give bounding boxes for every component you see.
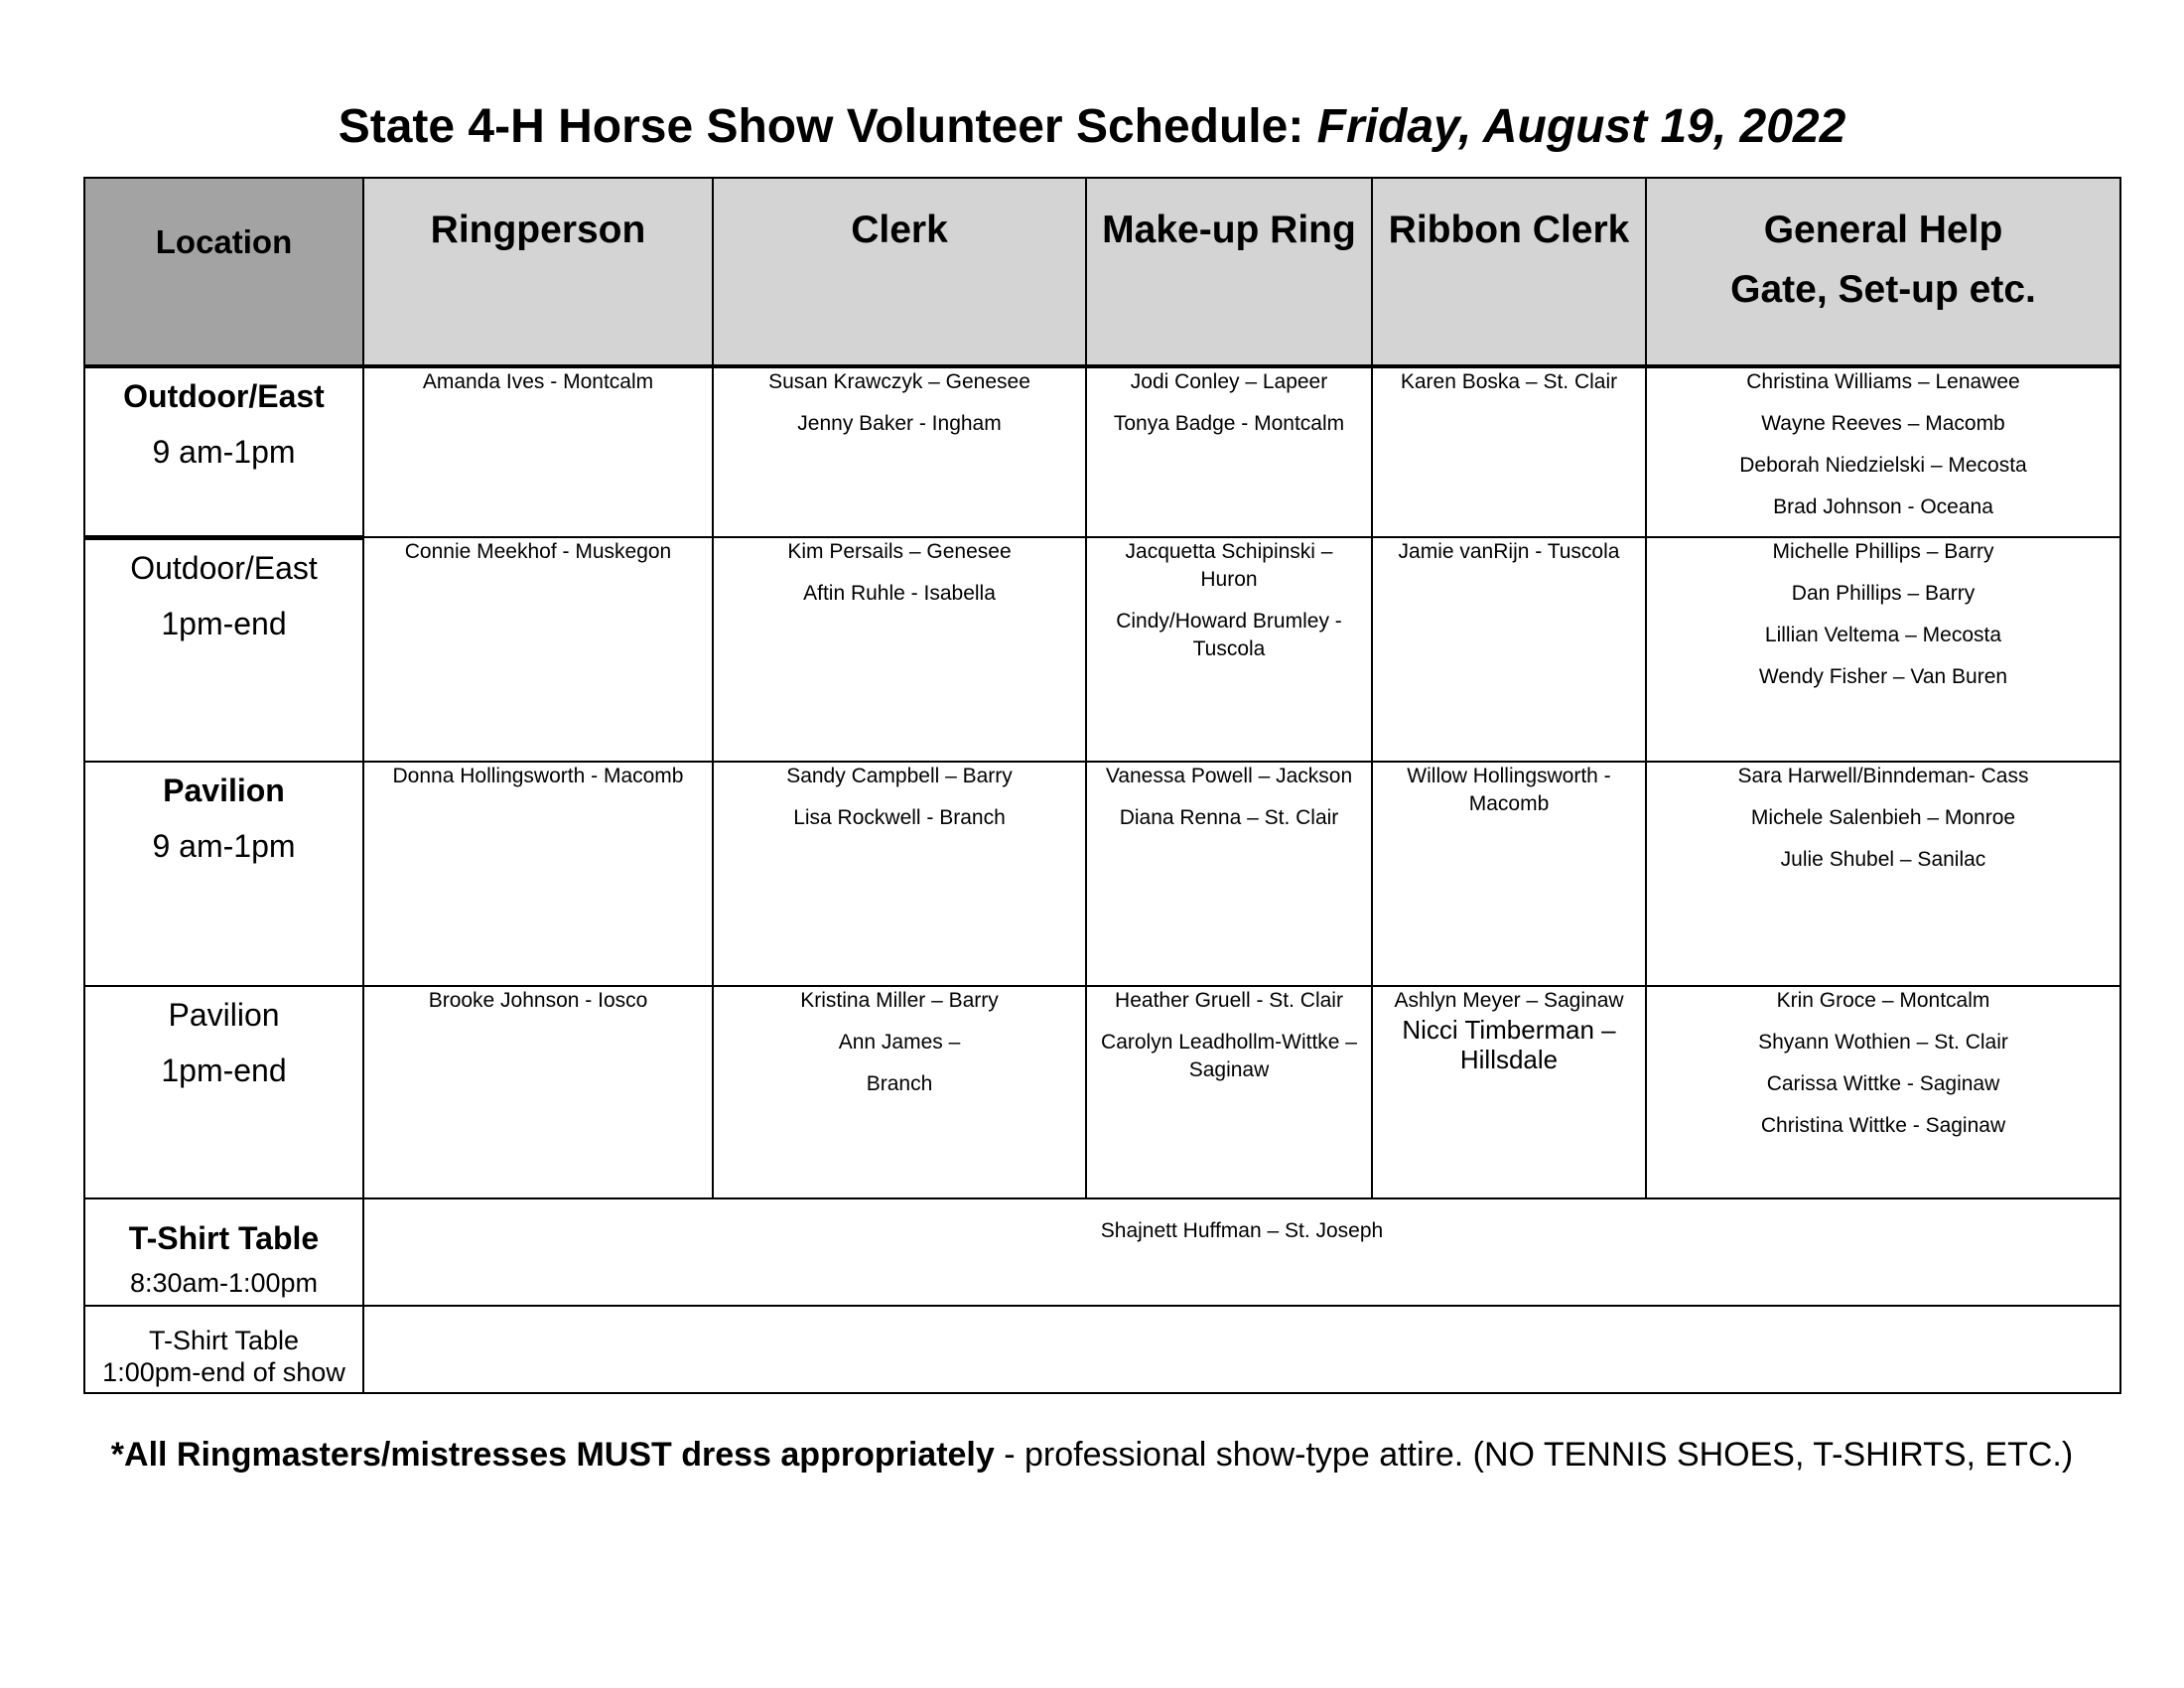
volunteer-name: Wayne Reeves – Macomb [1761,412,2005,435]
volunteer-name: Karen Boska – St. Clair [1400,370,1618,393]
volunteer-name: Nicci Timberman – Hillsdale [1402,1015,1616,1074]
clerk-cell [713,366,1086,537]
ribbon-cell [1372,762,1646,986]
location-time: 1pm-end [161,605,287,641]
volunteer-name: Vanessa Powell – Jackson [1105,765,1353,787]
location-cell [84,986,363,1198]
header-makeup-ring: Make-up Ring [1086,178,1372,366]
general-cell [1646,537,2120,762]
volunteer-name: Amanda Ives - Montcalm [422,370,654,393]
location-time: 9 am-1pm [152,828,296,864]
header-location: Location [84,178,363,366]
tshirt-volunteer-cell [363,1198,2120,1306]
location-time: 1:00pm-end of show [102,1357,345,1387]
ribbon-cell [1372,366,1646,537]
table-row [84,537,2120,762]
volunteer-name: Kristina Miller – Barry [800,989,999,1012]
general-cell [1646,986,2120,1198]
location-name: Outdoor/East [123,378,325,414]
volunteer-name: Connie Meekhof - Muskegon [404,540,672,563]
tshirt2-volunteer-cell [363,1306,2120,1393]
makeup-cell [1086,366,1372,537]
location-name: T-Shirt Table [148,1326,300,1355]
title-date: Friday, August 19, 2022 [1316,100,1846,153]
location-time: 8:30am-1:00pm [129,1268,319,1298]
tshirt-row [84,1198,2120,1306]
volunteer-name: Krin Groce – Montcalm [1776,989,1990,1012]
general-cell [1646,762,2120,986]
ringperson-cell [363,537,713,762]
note-rest: - professional show-type attire. (NO TENNIS SHOES, T-SHIRTS, ETC.) [994,1436,2074,1474]
volunteer-name: Wendy Fisher – Van Buren [1758,665,2008,688]
location-name: T-Shirt Table [128,1220,320,1256]
header-ribbon-clerk: Ribbon Clerk [1372,178,1646,366]
makeup-cell [1086,986,1372,1198]
volunteer-name: Cindy/Howard Brumley - Tuscola [1116,610,1342,660]
volunteer-name: Michelle Phillips – Barry [1772,540,1994,563]
volunteer-name: Susan Krawczyk – Genesee [768,370,1030,393]
header-clerk: Clerk [713,178,1086,366]
volunteer-name: Lisa Rockwell - Branch [793,806,1006,829]
location-name: Outdoor/East [130,549,318,586]
volunteer-name: Ashlyn Meyer – Saginaw [1394,989,1624,1012]
location-time: 1pm-end [161,1053,287,1088]
tshirt2-location-cell [84,1306,363,1393]
location-cell [84,537,363,762]
volunteer-name: Julie Shubel – Sanilac [1780,848,1986,871]
makeup-cell [1086,537,1372,762]
volunteer-name: Sandy Campbell – Barry [786,765,1013,787]
volunteer-name: Jenny Baker - Ingham [797,412,1002,435]
volunteer-name: Carolyn Leadhollm-Wittke – Saginaw [1101,1031,1357,1081]
volunteer-name: Brooke Johnson - Iosco [428,989,648,1012]
header-row [84,178,2120,366]
volunteer-name: Shyann Wothien – St. Clair [1758,1031,2008,1054]
volunteer-name: Diana Renna – St. Clair [1119,806,1339,829]
volunteer-name: Tonya Badge - Montcalm [1113,412,1345,435]
page-title [0,99,2184,154]
volunteer-name: Christina Williams – Lenawee [1746,370,2020,393]
tshirt-row-2 [84,1306,2120,1393]
tshirt-location-cell [84,1198,363,1306]
location-name: Pavilion [163,773,285,808]
clerk-cell [713,762,1086,986]
volunteer-name: Sara Harwell/Binndeman- Cass [1737,765,2029,787]
ringperson-cell [363,366,713,537]
clerk-cell [713,537,1086,762]
volunteer-name: Carissa Wittke - Saginaw [1766,1072,2000,1095]
ringperson-cell [363,762,713,986]
volunteer-name: Jodi Conley – Lapeer [1130,370,1328,393]
volunteer-name: Kim Persails – Genesee [787,540,1012,563]
header-ringperson: Ringperson [363,178,713,366]
volunteer-name: Branch [866,1072,933,1095]
makeup-cell [1086,762,1372,986]
volunteer-name: Heather Gruell - St. Clair [1115,989,1343,1012]
schedule-table [83,177,2121,1394]
table-row [84,366,2120,537]
location-name: Pavilion [168,997,280,1033]
volunteer-name: Shajnett Huffman – St. Joseph [1100,1219,1384,1242]
header-general-help: General Help Gate, Set-up etc. [1646,178,2120,366]
general-cell [1646,366,2120,537]
ringperson-cell [363,986,713,1198]
volunteer-name: Aftin Ruhle - Isabella [803,582,996,605]
ribbon-cell [1372,537,1646,762]
table-row [84,986,2120,1198]
ribbon-cell [1372,986,1646,1198]
volunteer-name: Jacquetta Schipinski – Huron [1125,540,1333,591]
volunteer-name: Michele Salenbieh – Monroe [1750,806,2016,829]
table-row [84,762,2120,986]
volunteer-name: Ann James – [838,1031,961,1054]
volunteer-name: Dan Phillips – Barry [1791,582,1976,605]
volunteer-name: Jamie vanRijn - Tuscola [1398,540,1620,563]
title-main: State 4-H Horse Show Volunteer Schedule: [338,100,1304,153]
volunteer-name: Christina Wittke - Saginaw [1760,1114,2006,1137]
location-cell [84,762,363,986]
volunteer-name: Deborah Niedzielski – Mecosta [1739,454,2027,477]
location-cell [84,366,363,537]
volunteer-name: Brad Johnson - Oceana [1773,495,1993,518]
volunteer-name: Donna Hollingsworth - Macomb [392,765,684,787]
volunteer-name: Lillian Veltema – Mecosta [1764,624,2002,646]
note-bold: *All Ringmasters/mistresses MUST dress appropriately [110,1436,995,1474]
volunteer-name: Willow Hollingsworth - Macomb [1407,765,1611,815]
dress-code-note [99,1434,2085,1476]
clerk-cell [713,986,1086,1198]
location-time: 9 am-1pm [152,434,296,470]
